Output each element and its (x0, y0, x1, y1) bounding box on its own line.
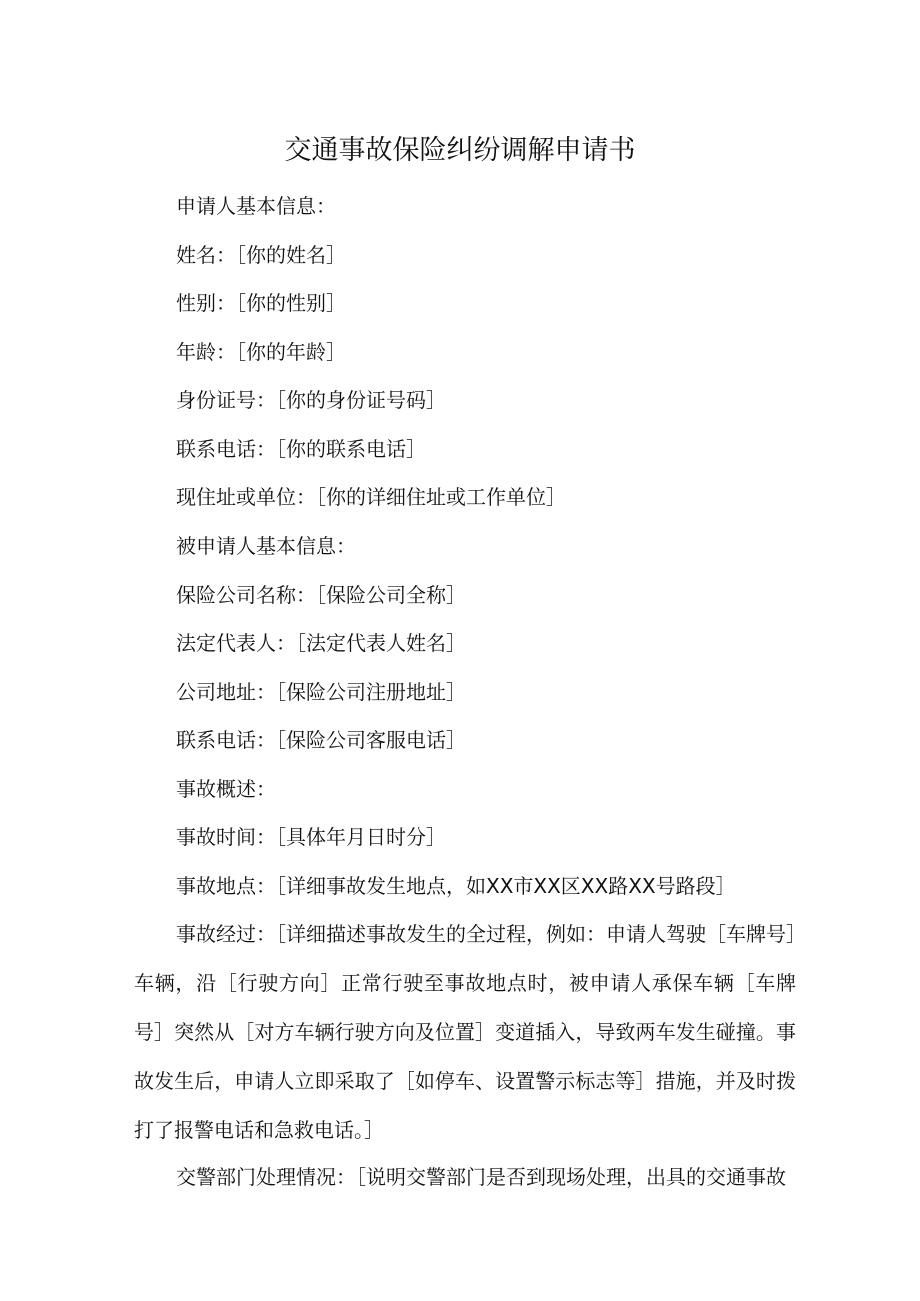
respondent-legal-rep: 法定代表人：［法定代表人姓名］ (176, 631, 466, 655)
accident-time: 事故时间：［具体年月日时分］ (176, 825, 446, 849)
accident-process: 事故经过：［详细描述事故发生的全过程，例如：申请人驾驶［车牌号］车辆，沿［行驶方向］正常行驶至事故地点时，被申请人承保车辆［车牌号］突然从［对方车辆行驶方向及位置］变道插入，导致两车发生碰撞。事故发生后，申请人立即采取了［如停车、设置警示标志等］措施，并及时拨打了报警电话和急救电话。］ (134, 922, 796, 1142)
respondent-heading: 被申请人基本信息： (176, 534, 356, 558)
respondent-phone: 联系电话：［保险公司客服电话］ (176, 728, 466, 752)
respondent-address: 公司地址：［保险公司注册地址］ (176, 680, 466, 704)
applicant-phone: 联系电话：［你的联系电话］ (176, 437, 426, 461)
applicant-gender: 性别：［你的性别］ (176, 291, 346, 315)
applicant-heading: 申请人基本信息： (176, 194, 336, 218)
applicant-age: 年龄：［你的年龄］ (176, 340, 346, 364)
applicant-name: 姓名：［你的姓名］ (176, 243, 346, 267)
respondent-company: 保险公司名称：［保险公司全称］ (176, 583, 466, 607)
accident-place: 事故地点：［详细事故发生地点，如XX市XX区XX路XX号路段］ (176, 874, 736, 898)
applicant-address: 现住址或单位：［你的详细住址或工作单位］ (176, 485, 566, 509)
police-handling: 交警部门处理情况：［说明交警部门是否到现场处理，出具的交通事故 (176, 1165, 786, 1189)
applicant-id-number: 身份证号：［你的身份证号码］ (176, 388, 446, 412)
accident-heading: 事故概述： (176, 777, 276, 801)
document-title: 交通事故保险纠纷调解申请书 (284, 135, 636, 166)
